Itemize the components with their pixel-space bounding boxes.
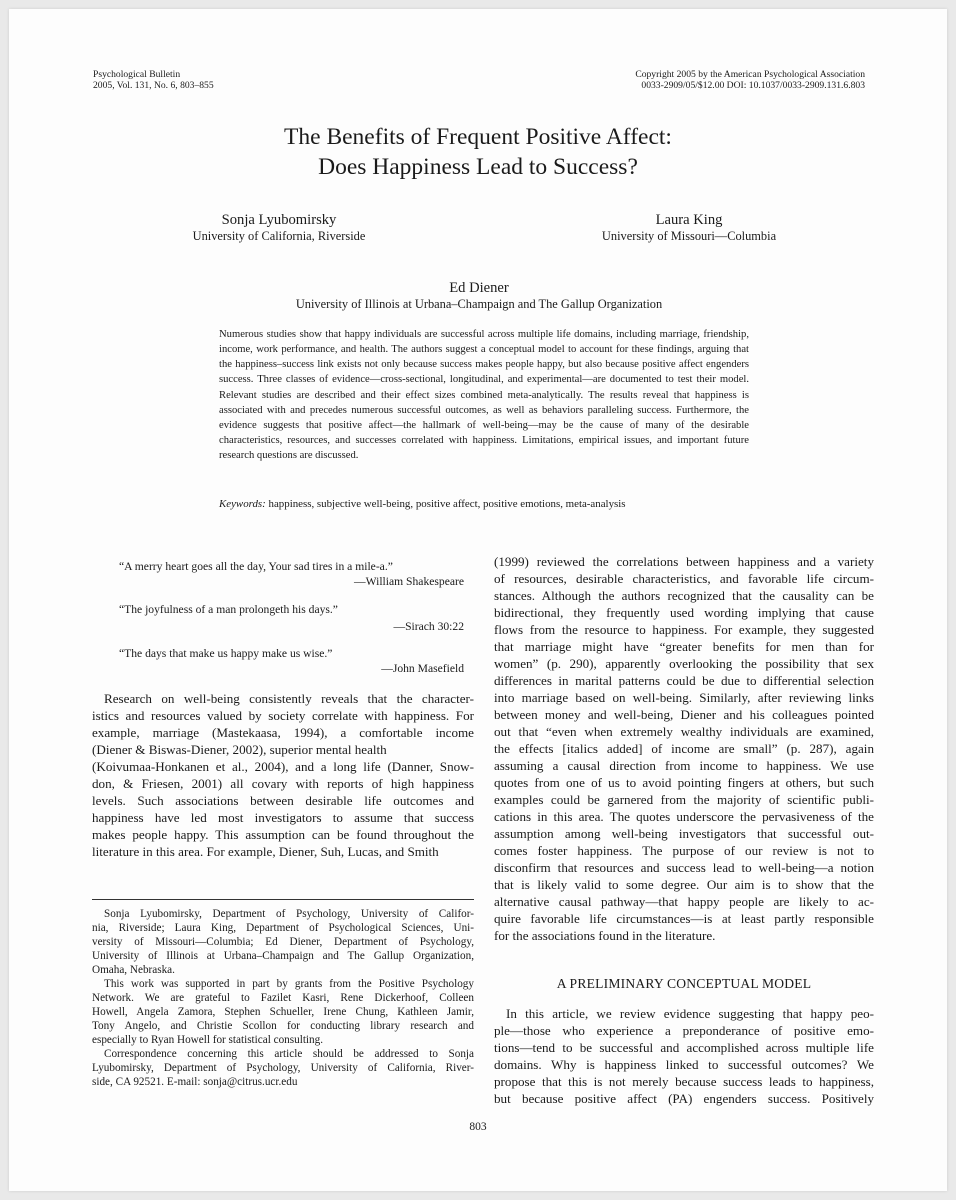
body-line: that is likely valid to some degree. Our aim is to show that the — [494, 877, 874, 892]
journal-name: Psychological Bulletin — [93, 69, 181, 80]
section-heading: A PRELIMINARY CONCEPTUAL MODEL — [556, 976, 812, 991]
epigraph-quote: “The joyfulness of a man prolongeth his days.” — [119, 603, 338, 616]
author-affiliation: University of California, Riverside — [192, 229, 366, 243]
journal-info — [93, 69, 214, 91]
body-line: flows from the resource to happiness. For example, they suggested — [494, 622, 874, 637]
author-name: Laura King — [655, 212, 723, 228]
journal-page — [9, 9, 947, 1191]
body-line: into marriage based on well-being. Similarly, after reviewing links — [494, 690, 874, 705]
body-line: out that “even when extremely wealthy individuals are examined, — [494, 724, 874, 739]
footnote-rule — [92, 899, 474, 900]
epigraph-quote: “A merry heart goes all the day, Your sad tires in a mile-a.” — [119, 560, 393, 573]
author-name: Ed Diener — [449, 280, 509, 296]
body-line: domains. Why is happiness linked to successful outcomes? We — [494, 1057, 874, 1072]
footnote-line: Lyubomirsky, Department of Psychology, University of California, River- — [92, 1062, 474, 1074]
epigraph-source: —John Masefield — [381, 662, 464, 675]
body-line: (Koivumaa-Honkanen et al., 2004), and a long life (Danner, Snow- — [92, 759, 474, 774]
footnote-line: Omaha, Nebraska. — [92, 964, 175, 976]
body-line: tions—tend to be successful and accomplished across multiple life — [494, 1040, 874, 1055]
copyright-info — [635, 69, 865, 91]
author-block-2 — [529, 212, 849, 244]
body-line: for the associations found in the literature. — [494, 928, 716, 943]
body-line: In this article, we review evidence suggesting that happy peo- — [506, 1006, 874, 1021]
body-line: alternative causal pathway—that happy people are likely to ac- — [494, 894, 874, 909]
footnote-line: This work was supported in part by grants from the Positive Psychology — [104, 978, 474, 990]
body-line: makes people happy. This assumption can be found throughout the — [92, 827, 474, 842]
doi-line: 0033-2909/05/$12.00 DOI: 10.1037/0033-2909.131.6.803 — [641, 80, 865, 91]
footnote-line: Howell, Angela Zamora, Stephen Schueller, Irene Chung, Kathleen Jamir, — [92, 1006, 474, 1018]
body-line: don, & Friesen, 2001) all covary with reports of high happiness — [92, 776, 474, 791]
epigraph-source: —William Shakespeare — [354, 575, 464, 588]
author-block-1 — [129, 212, 429, 244]
body-line: istics and resources valued by society correlate with happiness. For — [92, 708, 474, 723]
title-line-2: Does Happiness Lead to Success? — [318, 154, 638, 180]
body-line: cations in this area. The quotes underscore the pervasiveness of the — [494, 809, 874, 824]
body-line: (1999) reviewed the correlations between happiness and a variety — [494, 554, 874, 569]
body-line: example, marriage (Mastekaasa, 1994), a comfortable income — [92, 725, 474, 740]
body-line: differences in marital patterns could be due to differential selection — [494, 673, 874, 688]
abstract: Numerous studies show that happy individuals are successful across multiple life domains, including marriage, friendship, income, work performance, and health. The authors suggest a conceptual model to account for these findings, arguing that the happiness–success link exists not only because success makes people happy, but also because positive affect engenders success. Three classes of evidence—cross-sectional, longitudinal, and experimental—are documented to test their model. Relevant studies are described and their effect sizes combined meta-analytically. The results reveal that happiness is associated with and precedes numerous successful outcomes, as well as behaviors paralleling success. Furthermore, the evidence suggests that positive affect—the hallmark of well-being—may be the cause of many of the desirable characteristics, resources, and successes correlated with happiness. Limitations, empirical issues, and important future research questions are discussed. — [219, 329, 749, 462]
body-line: levels. Such associations between desirable life outcomes and — [92, 793, 474, 808]
author-affiliation: University of Illinois at Urbana–Champaign and The Gallup Organization — [295, 297, 663, 311]
body-line: examples could be garnered from the majority of scientific publi- — [494, 792, 874, 807]
keywords-text: happiness, subjective well-being, positive affect, positive emotions, meta-analysis — [268, 498, 626, 510]
keywords — [219, 497, 779, 511]
author-affiliation: University of Missouri—Columbia — [601, 229, 777, 243]
body-line: propose that this is not merely because success leads to happiness, — [494, 1074, 874, 1089]
body-line: bidirectional, they frequently used wording implying that cause — [494, 605, 874, 620]
article-title — [9, 122, 947, 182]
footnote-line: Network. We are grateful to Fazilet Kasri, Rene Dickerhoof, Colleen — [92, 992, 474, 1004]
body-line: but because positive affect (PA) engenders success. Positively — [494, 1091, 874, 1106]
epigraph-quote: “The days that make us happy make us wise.” — [119, 647, 333, 660]
footnote-line: nia, Riverside; Laura King, Department of Psychological Sciences, Uni- — [92, 922, 474, 934]
title-line-1: The Benefits of Frequent Positive Affect: — [284, 124, 672, 150]
body-line: the effects [italics added] of income are small” (p. 287), again — [494, 741, 874, 756]
footnote-line: especially to Ryan Howell for statistical consulting. — [92, 1034, 324, 1046]
author-name: Sonja Lyubomirsky — [221, 212, 337, 228]
body-line: Research on well-being consistently reveals that the character- — [104, 691, 474, 706]
body-line: assumption among well-being investigators that successful out- — [494, 826, 874, 841]
footnote-line: University of Illinois at Urbana–Champaign and The Gallup Organization, — [92, 950, 474, 962]
footnote-line: Tony Angelo, and Christie Scollon for conducting library research and — [92, 1020, 474, 1032]
footnote-line: side, CA 92521. E-mail: sonja@citrus.ucr.edu — [92, 1076, 298, 1088]
body-line: between money and well-being, Diener and his colleagues pointed — [494, 707, 874, 722]
body-line: quire favorable life circumstances—is at least partly responsible — [494, 911, 874, 926]
footnote-line: Sonja Lyubomirsky, Department of Psychology, University of Califor- — [104, 908, 474, 920]
body-line: comes foster happiness. The purpose of our review is not to — [494, 843, 874, 858]
body-line: that marriage might have “greater benefits for men than for — [494, 639, 874, 654]
footnote-line: versity of Missouri—Columbia; Ed Diener, Department of Psychology, — [92, 936, 474, 948]
keywords-label: Keywords: — [219, 498, 266, 510]
body-line: (Diener & Biswas-Diener, 2002), superior mental health — [92, 742, 387, 757]
body-line: stances. Although the authors recognized that the causality can be — [494, 588, 874, 603]
body-line: ple—those who experience a preponderance of positive emo- — [494, 1023, 874, 1038]
body-line: literature in this area. For example, Diener, Suh, Lucas, and Smith — [92, 844, 439, 859]
footnote-line: Correspondence concerning this article should be addressed to Sonja — [104, 1048, 474, 1060]
body-line: quotes from one of us to avoid pointing fingers at others, but such — [494, 775, 874, 790]
body-line: women” (p. 290), apparently overlooking the possibility that sex — [494, 656, 874, 671]
body-line: of resources, desirable characteristics, and favorable life circum- — [494, 571, 874, 586]
epigraph-source: —Sirach 30:22 — [393, 620, 464, 633]
copyright-line: Copyright 2005 by the American Psychological Association — [635, 69, 865, 80]
body-line: disconfirm that resources and success lead to well-being—a notion — [494, 860, 874, 875]
journal-volume: 2005, Vol. 131, No. 6, 803–855 — [93, 80, 214, 91]
author-block-3 — [169, 280, 789, 312]
body-line: happiness have led most investigators to assume that success — [92, 810, 474, 825]
page-number: 803 — [469, 1121, 487, 1133]
body-line: assuming a causal direction from income to happiness. We use — [494, 758, 874, 773]
